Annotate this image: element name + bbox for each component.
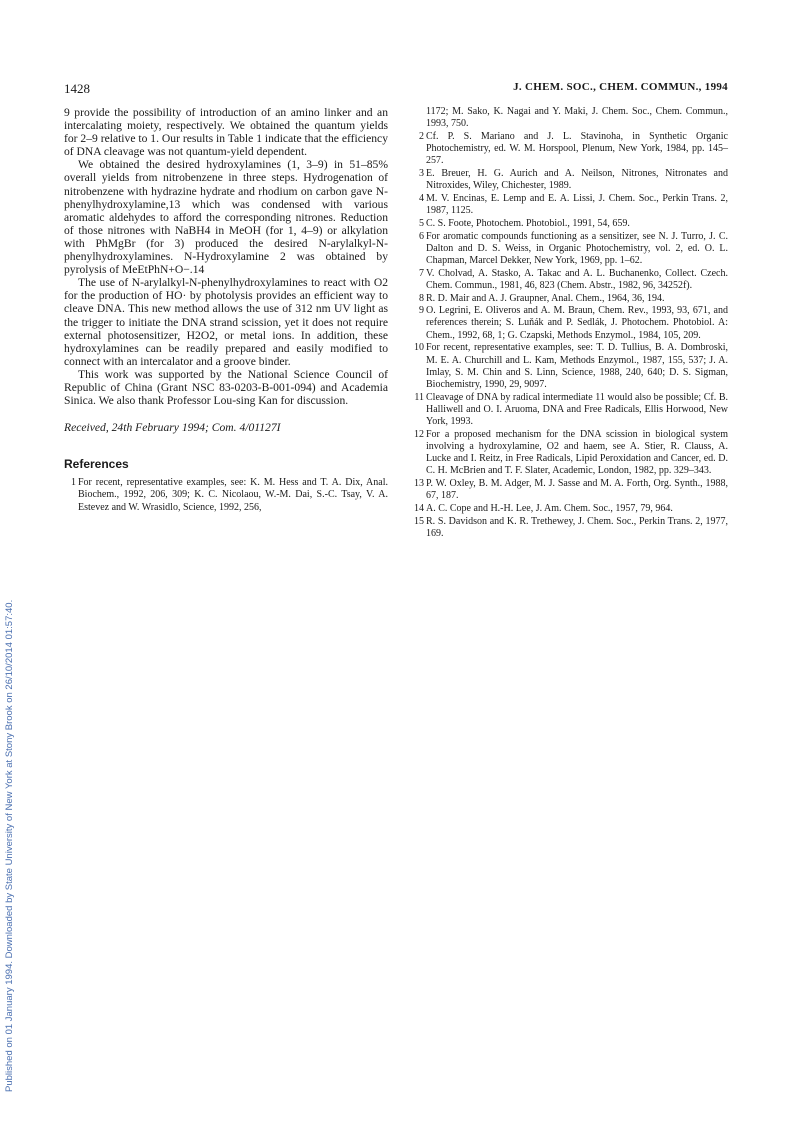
reference-number: 14 [414, 503, 424, 514]
reference-item [412, 168, 728, 192]
reference-text: P. W. Oxley, B. M. Adger, M. J. Sasse and M. A. Forth, Org. Synth., 1988, 67, 187. [426, 478, 728, 502]
reference-item [412, 342, 728, 391]
reference-text: For recent, representative examples, see: T. D. Tullius, B. A. Dombroski, M. E. A. Churchill and L. Kam, Methods Enzymol., 1987, 155, 537; J. A. Imlay, S. M. Chin and S. Linn, Science, 1988, 240, 640; D. S. Sigman, Biochemistry, 1990, 29, 9097. [426, 342, 728, 390]
received-date: Received, 24th February 1994; Com. 4/01127I [64, 421, 281, 435]
reference-number: 6 [419, 230, 424, 242]
reference-item [412, 231, 728, 268]
reference-text: A. C. Cope and H.-H. Lee, J. Am. Chem. Soc., 1957, 79, 964. [426, 503, 673, 514]
references-list-right [412, 131, 728, 540]
reference-item [412, 193, 728, 217]
reference-number: 9 [419, 305, 424, 317]
reference-continuation: 1172; M. Sako, K. Nagai and Y. Maki, J. Chem. Soc., Chem. Commun., 1993, 750. [426, 106, 728, 130]
reference-number: 15 [414, 515, 424, 527]
body-paragraph: 9 provide the possibility of introduction of an amino linker and an intercalating moiety, respectively. We obtained the quantum yields for 2–9 relative to 1. Our results in Table 1 indicate that the efficiency of DNA cleavage was not quantum-yield dependent. [64, 106, 388, 159]
reference-text: V. Cholvad, A. Stasko, A. Takac and A. L. Buchanenko, Collect. Czech. Chem. Commun., 1981, 46, 823 (Chem. Abstr., 1982, 96, 34252f). [426, 267, 728, 291]
references-list-left [64, 477, 388, 514]
reference-item [64, 477, 388, 514]
reference-item [412, 305, 728, 342]
reference-number: 8 [419, 292, 424, 304]
reference-text: For recent, representative examples, see: K. M. Hess and T. A. Dix, Anal. Biochem., 1992, 206, 309; K. C. Nicolaou, W.-M. Dai, S.-C. Tsay, V. A. Estevez and W. Wrasidlo, Science, 1992, 256, [78, 477, 388, 513]
reference-text: R. D. Mair and A. J. Graupner, Anal. Chem., 1964, 36, 194. [426, 292, 665, 304]
reference-item [412, 392, 728, 429]
reference-item [412, 293, 728, 305]
reference-item [412, 131, 728, 168]
reference-number: 7 [419, 267, 424, 279]
reference-text: R. S. Davidson and K. R. Trethewey, J. Chem. Soc., Perkin Trans. 2, 1977, 169. [426, 515, 728, 539]
reference-number: 10 [414, 342, 424, 354]
reference-number: 2 [419, 130, 424, 142]
running-head: J. CHEM. SOC., CHEM. COMMUN., 1994 [513, 81, 728, 93]
left-column [64, 106, 388, 514]
body-paragraph: We obtained the desired hydroxylamines (1, 3–9) in 51–85% overall yields from nitrobenzene in three steps. Hydrogenation of nitrobenzene with hydrazine hydrate and rhodium on carbon gave N-phenylhydroxylamine,13 which was condensed with various aromatic aldehydes to afford the corresponding nitrones. Reduction of those nitrones with NaBH4 in MeOH (for 1, 4–9) or alkylation with PhMgBr (for 3) produced the desired N-arylalkyl-N-phenylhydroxylamines. N-Hydroxylamine 2 was obtained by pyrolysis of MeEtPhN+O−.14 [64, 158, 388, 277]
reference-text: Cleavage of DNA by radical intermediate 11 would also be possible; Cf. B. Halliwell and O. I. Aruoma, DNA and Free Radicals, Ellis Horwood, New York, 1993. [426, 391, 728, 428]
reference-number: 3 [419, 168, 424, 180]
acknowledgement-paragraph: This work was supported by the National Science Council of Republic of China (Grant NSC 83-0203-B-001-094) and Academia Sinica. We also thank Professor Lou-sing Kan for discussion. [64, 367, 388, 408]
references-heading: References [64, 457, 129, 472]
body-paragraph: The use of N-arylalkyl-N-phenylhydroxylamines to react with O2 for the production of HO· by photolysis provides an efficient way to cleave DNA. This new method allows the use of 312 nm UV light as the trigger to initiate the DNA strand scission, yet it does not require external photosensitizer, H2O2, or metal ions. In addition, these hydroxylamines can be readily prepared and easily modified to connect with an intercalator and a groove binder. [64, 276, 388, 368]
reference-item [412, 478, 728, 502]
reference-item [412, 516, 728, 540]
reference-number: 13 [414, 478, 424, 490]
reference-text: M. V. Encinas, E. Lemp and E. A. Lissi, J. Chem. Soc., Perkin Trans. 2, 1987, 1125. [426, 192, 728, 217]
reference-item [412, 218, 728, 230]
reference-text: Cf. P. S. Mariano and J. L. Stavinoha, in Synthetic Organic Photochemistry, ed. W. M. Horspool, Plenum, New York, 1984, pp. 145–257. [426, 130, 728, 167]
reference-number: 1 [71, 477, 76, 489]
reference-item [412, 268, 728, 292]
reference-number: 5 [419, 217, 424, 229]
page-number: 1428 [64, 81, 90, 96]
reference-item [412, 429, 728, 478]
reference-text: C. S. Foote, Photochem. Photobiol., 1991, 54, 659. [426, 217, 630, 229]
download-watermark: Published on 01 January 1994. Downloaded by State University of New York at Stony Brook on 26/10/2014 01:57:40. [4, 599, 15, 1092]
reference-text: E. Breuer, H. G. Aurich and A. Neilson, Nitrones, Nitronates and Nitroxides, Wiley, Chichester, 1989. [426, 168, 728, 192]
reference-item [412, 503, 728, 515]
reference-number: 11 [414, 391, 424, 403]
reference-text: For aromatic compounds functioning as a sensitizer, see N. J. Turro, J. C. Dalton and D. S. Weiss, in Organic Photochemistry, vol. 2, ed. O. L. Chapman, Marcel Dekker, New York, 1969, pp. 1–62. [426, 230, 728, 266]
reference-text: For a proposed mechanism for the DNA scission in biological system involving a hydroxylamine, O2 and haem, see A. Stier, R. Clauss, A. Lucke and I. Reitz, in Free Radicals, Lipid Peroxidation and Cancer, ed. D. C. H. McBrien and T. F. Slater, Academic, London, 1982, pp. 329–343. [426, 428, 728, 477]
reference-number: 12 [414, 428, 424, 440]
reference-number: 4 [419, 192, 424, 204]
reference-text: O. Legrini, E. Oliveros and A. M. Braun, Chem. Rev., 1993, 93, 671, and references therein; S. Luňák and P. Sedlák, J. Photochem. Photobiol. A: Chem., 1992, 68, 1; G. Czapski, Methods Enzymol., 1984, 105, 209. [426, 305, 728, 341]
right-column [412, 106, 728, 541]
